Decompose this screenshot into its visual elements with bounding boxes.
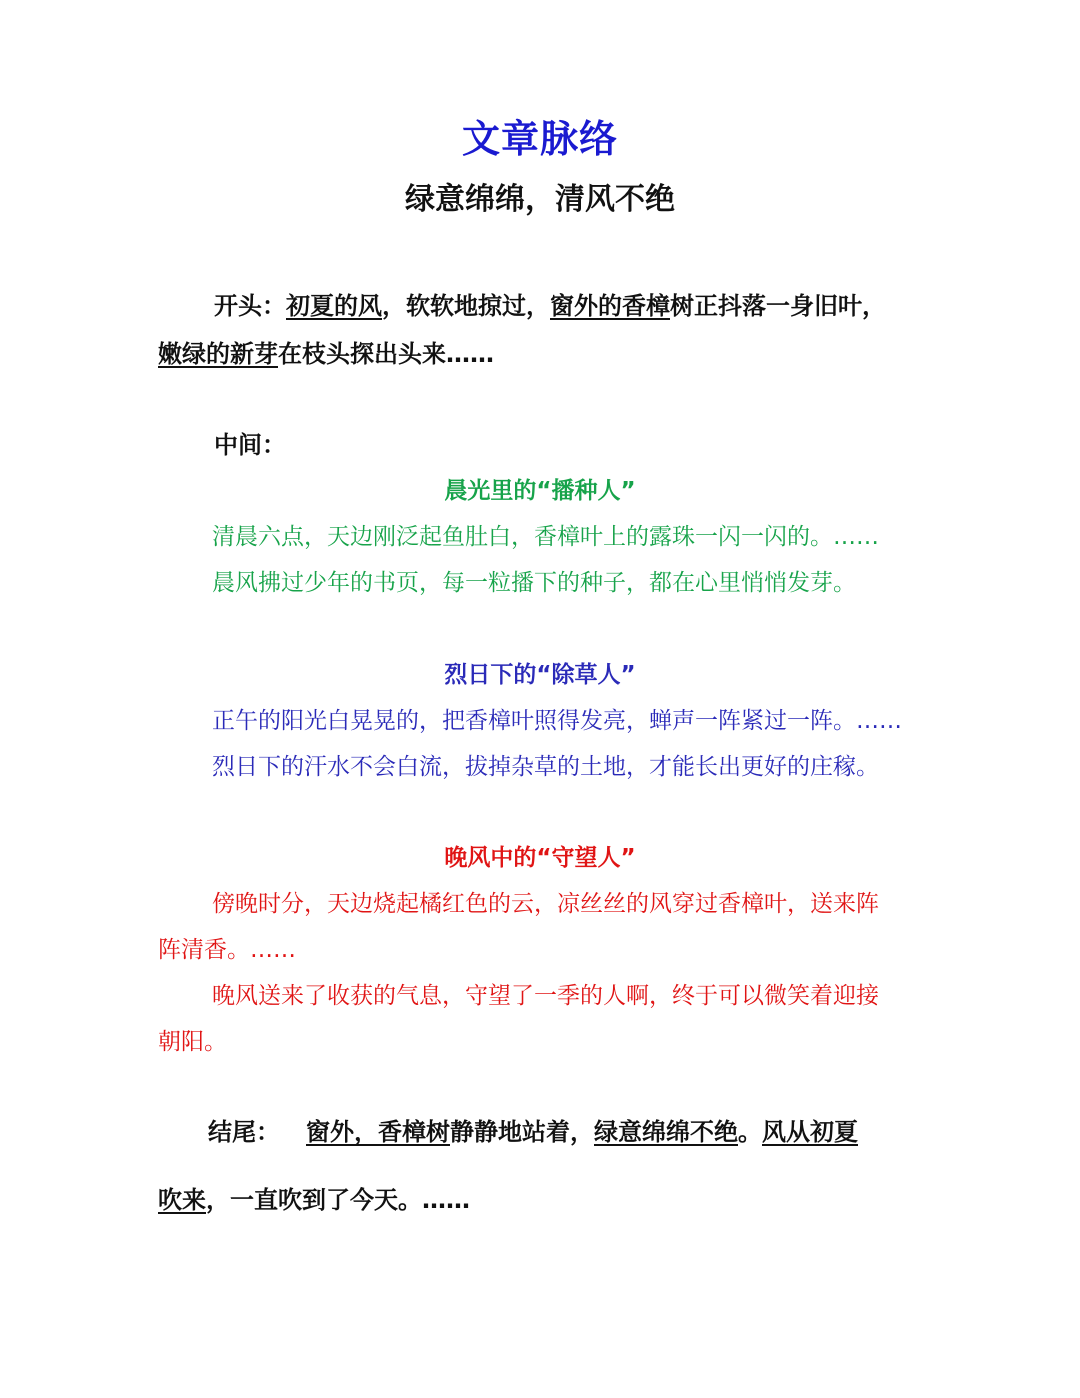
opening-text-2: 树正抖落一身旧叶， <box>670 292 886 320</box>
section-evening-line-3: 晚风送来了收获的气息，守望了一季的人啊，终于可以微笑着迎接 <box>212 983 879 1009</box>
opening-line-2 <box>158 334 494 369</box>
ending-underline-4: 吹来 <box>158 1186 206 1214</box>
opening-text-1: ，软软地掠过， <box>382 292 550 320</box>
section-evening-line-4: 朝阳。 <box>158 1029 227 1055</box>
section-heading-evening: 晚风中的“守望人” <box>444 845 636 871</box>
opening-underline-2: 窗外的香樟 <box>550 292 670 320</box>
ending-line-1 <box>208 1112 858 1147</box>
ending-label: 结尾： <box>208 1118 280 1146</box>
section-evening-line-2: 阵清香。…… <box>158 937 296 963</box>
opening-text-3: 在枝头探出头来…… <box>278 340 494 368</box>
section-heading-noon: 烈日下的“除草人” <box>444 662 636 688</box>
section-noon-line-1: 正午的阳光白晃晃的，把香樟叶照得发亮，蝉声一阵紧过一阵。…… <box>212 708 902 734</box>
opening-underline-3: 嫩绿的新芽 <box>158 340 278 368</box>
ending-line-2 <box>158 1180 470 1215</box>
ending-underline-1: 窗外，香樟树 <box>306 1118 450 1146</box>
opening-underline-1: 初夏的风 <box>286 292 382 320</box>
section-morning-line-1: 清晨六点，天边刚泛起鱼肚白，香樟叶上的露珠一闪一闪的。…… <box>212 524 879 550</box>
page-subtitle: 绿意绵绵，清风不绝 <box>405 182 675 217</box>
page-title: 文章脉络 <box>461 117 618 161</box>
section-heading-morning: 晨光里的“播种人” <box>444 478 636 504</box>
ending-text-2: 。 <box>738 1118 762 1146</box>
ending-text-3: ，一直吹到了今天。…… <box>206 1186 470 1214</box>
section-evening-line-1: 傍晚时分，天边烧起橘红色的云，凉丝丝的风穿过香樟叶，送来阵 <box>212 891 879 917</box>
opening-line-1 <box>214 286 886 321</box>
ending-underline-3: 风从初夏 <box>762 1118 858 1146</box>
middle-label: 中间： <box>214 431 286 459</box>
opening-label: 开头： <box>214 292 286 320</box>
ending-text-1: 静静地站着， <box>450 1118 594 1146</box>
section-morning-line-2: 晨风拂过少年的书页，每一粒播下的种子，都在心里悄悄发芽。 <box>212 570 856 596</box>
ending-underline-2: 绿意绵绵不绝 <box>594 1118 738 1146</box>
section-noon-line-2: 烈日下的汗水不会白流，拔掉杂草的土地，才能长出更好的庄稼。 <box>212 754 879 780</box>
